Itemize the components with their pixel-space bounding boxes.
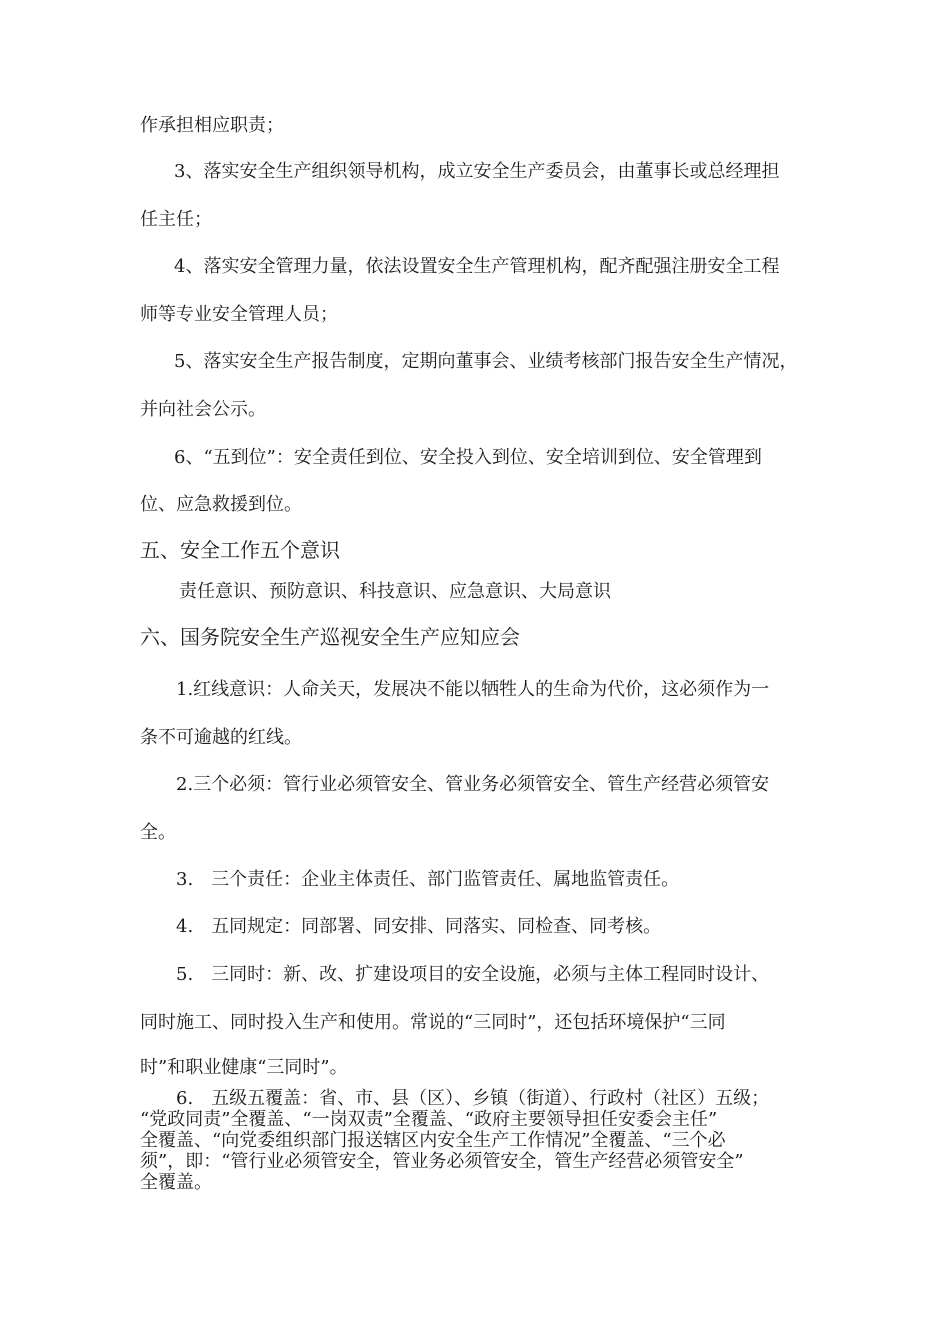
text-line: 3、落实安全生产组织领导机构，成立安全生产委员会，由董事长或总经理担	[174, 161, 780, 182]
text-line: 全覆盖、“向党委组织部门报送辖区内安全生产工作情况”全覆盖、“三个必	[140, 1130, 726, 1151]
text-line: 5、落实安全生产报告制度，定期向董事会、业绩考核部门报告安全生产情况，	[174, 351, 798, 372]
text-line: 4. 五同规定：同部署、同安排、同落实、同检查、同考核。	[176, 916, 662, 937]
text-line: 1.红线意识：人命关天，发展决不能以牺牲人的生命为代价，这必须作为一	[176, 679, 770, 700]
text-line: 位、应急救援到位。	[140, 494, 302, 515]
section-heading: 六、国务院安全生产巡视安全生产应知应会	[140, 625, 520, 649]
text-line: 须”，即：“管行业必须管安全，管业务必须管安全，管生产经营必须管安全”	[140, 1151, 744, 1172]
text-line: 时”和职业健康“三同时”。	[140, 1057, 348, 1078]
text-line: 条不可逾越的红线。	[140, 727, 302, 748]
text-line: 任主任；	[140, 209, 212, 230]
text-line: 师等专业安全管理人员；	[140, 304, 338, 325]
text-line: 责任意识、预防意识、科技意识、应急意识、大局意识	[179, 581, 611, 602]
section-heading: 五、安全工作五个意识	[140, 538, 340, 562]
text-line: 并向社会公示。	[140, 399, 266, 420]
paragraph-6	[140, 1088, 820, 1193]
text-line: 2.三个必须：管行业必须管安全、管业务必须管安全、管生产经营必须管安	[176, 774, 770, 795]
text-line: 6、“五到位”：安全责任到位、安全投入到位、安全培训到位、安全管理到	[174, 447, 762, 468]
text-line: 6. 五级五覆盖：省、市、县（区）、乡镇（街道）、行政村（社区）五级；	[176, 1088, 770, 1109]
text-line: 4、落实安全管理力量，依法设置安全生产管理机构，配齐配强注册安全工程	[174, 256, 780, 277]
text-line: 同时施工、同时投入生产和使用。常说的“三同时”，还包括环境保护“三同	[140, 1012, 726, 1033]
text-line: 作承担相应职责；	[140, 115, 284, 136]
text-line: 全。	[140, 822, 176, 843]
text-line: 5. 三同时：新、改、扩建设项目的安全设施，必须与主体工程同时设计、	[176, 964, 770, 985]
text-line: “党政同责”全覆盖、“一岗双责”全覆盖、“政府主要领导担任安委会主任”	[140, 1109, 718, 1130]
text-line: 3. 三个责任：企业主体责任、部门监管责任、属地监管责任。	[176, 869, 680, 890]
text-line: 全覆盖。	[140, 1172, 212, 1193]
